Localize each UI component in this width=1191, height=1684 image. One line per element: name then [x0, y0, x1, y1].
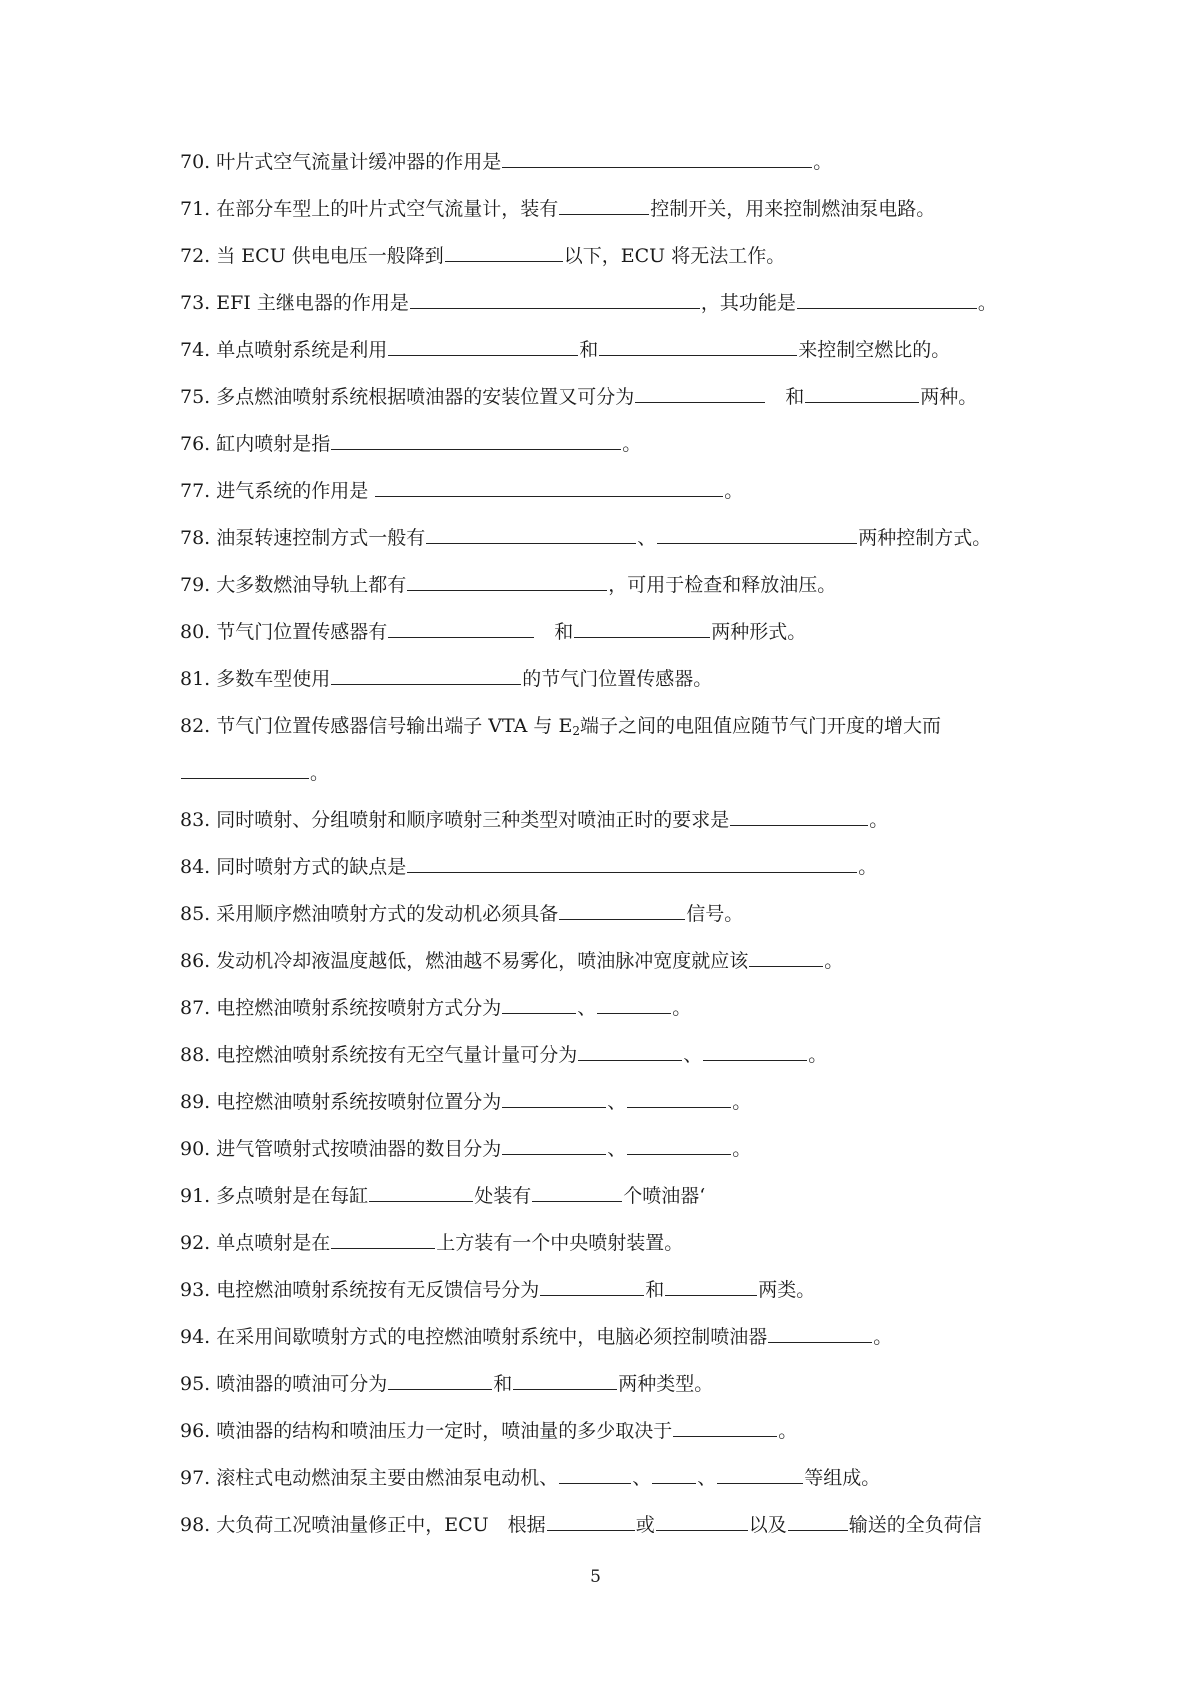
answer-blank — [559, 196, 649, 215]
question-text: 。 — [808, 1044, 828, 1066]
question-line — [180, 618, 1021, 646]
question-text: 93. 电控燃油喷射系统按有无反馈信号分为 — [180, 1279, 540, 1301]
answer-blank — [627, 1089, 731, 1108]
question-text: 90. 进气管喷射式按喷油器的数目分为 — [180, 1138, 502, 1160]
answer-blank — [445, 243, 563, 262]
question-line — [180, 1088, 1021, 1116]
answer-blank — [768, 1324, 872, 1343]
question-text: 以下，ECU 将无法工作。 — [563, 245, 786, 267]
question-text: 两种控制方式。 — [858, 527, 992, 549]
answer-blank — [703, 1042, 807, 1061]
answer-blank — [410, 290, 700, 309]
question-text: 77. 进气系统的作用是 — [180, 480, 375, 502]
question-text: 92. 单点喷射是在 — [180, 1232, 331, 1254]
question-text: 。 — [977, 292, 997, 314]
question-text: 。 — [824, 950, 844, 972]
question-text: 。 — [813, 151, 833, 173]
question-text: 、 — [683, 1044, 703, 1066]
answer-blank — [407, 854, 857, 873]
question-text: 98. 大负荷工况喷油量修正中，ECU 根据 — [180, 1514, 546, 1536]
question-line — [180, 759, 1021, 787]
question-text: 84. 同时喷射方式的缺点是 — [180, 856, 407, 878]
answer-blank — [375, 478, 723, 497]
question-text: 和 — [579, 339, 599, 361]
question-text: 个喷油器‘ — [623, 1185, 706, 1207]
question-text: 91. 多点喷射是在每缸 — [180, 1185, 369, 1207]
answer-blank — [181, 760, 309, 779]
question-line — [180, 900, 1021, 928]
answer-blank — [717, 1465, 803, 1484]
question-text: 82. 节气门位置传感器信号输出端子 VTA 与 E — [180, 715, 573, 737]
question-line — [180, 1041, 1021, 1069]
answer-blank — [665, 1277, 757, 1296]
question-text: 以及 — [748, 1514, 787, 1536]
question-text: 79. 大多数燃油导轨上都有 — [180, 574, 407, 596]
question-line — [180, 289, 1021, 317]
question-text: 两种类型。 — [618, 1373, 714, 1395]
question-text: 。 — [873, 1326, 893, 1348]
question-text: 上方装有一个中央喷射装置。 — [436, 1232, 684, 1254]
question-text: 。 — [869, 809, 889, 831]
answer-blank — [599, 337, 797, 356]
answer-blank — [652, 1465, 696, 1484]
question-text: 97. 滚柱式电动燃油泵主要由燃油泵电动机、 — [180, 1467, 559, 1489]
answer-blank — [502, 995, 576, 1014]
question-line — [180, 712, 1021, 745]
question-text: 83. 同时喷射、分组喷射和顺序喷射三种类型对喷油正时的要求是 — [180, 809, 730, 831]
question-line — [180, 383, 1021, 411]
question-line — [180, 853, 1021, 881]
question-text: 。 — [672, 997, 692, 1019]
answer-blank — [426, 525, 636, 544]
question-text: 85. 采用顺序燃油喷射方式的发动机必须具备 — [180, 903, 559, 925]
question-line — [180, 477, 1021, 505]
question-line — [180, 336, 1021, 364]
question-text: 两类。 — [758, 1279, 816, 1301]
answer-blank — [388, 619, 534, 638]
answer-blank — [627, 1136, 731, 1155]
question-line — [180, 1276, 1021, 1304]
answer-blank — [532, 1183, 622, 1202]
question-line — [180, 148, 1021, 176]
question-text: 。 — [858, 856, 878, 878]
question-line — [180, 242, 1021, 270]
question-text: 。 — [724, 480, 744, 502]
question-text: 和 — [535, 621, 574, 643]
answer-blank — [502, 149, 812, 168]
question-line — [180, 195, 1021, 223]
question-text: 和 — [645, 1279, 665, 1301]
question-text: 端子之间的电阻值应随节气门开度的增大而 — [579, 715, 941, 737]
question-text: 81. 多数车型使用 — [180, 668, 331, 690]
question-text: 、 — [607, 1091, 627, 1113]
question-text: 。 — [732, 1138, 752, 1160]
question-text: 控制开关，用来控制燃油泵电路。 — [650, 198, 936, 220]
question-text: 和 — [493, 1373, 513, 1395]
question-text: 的节气门位置传感器。 — [522, 668, 713, 690]
question-text: 、 — [607, 1138, 627, 1160]
question-text: 87. 电控燃油喷射系统按喷射方式分为 — [180, 997, 502, 1019]
answer-blank — [369, 1183, 473, 1202]
question-line — [180, 806, 1021, 834]
question-text: 78. 油泵转速控制方式一般有 — [180, 527, 426, 549]
question-text: 80. 节气门位置传感器有 — [180, 621, 388, 643]
answer-blank — [657, 525, 857, 544]
question-text: 等组成。 — [804, 1467, 881, 1489]
answer-blank — [805, 384, 919, 403]
answer-blank — [502, 1136, 606, 1155]
answer-blank — [656, 1512, 748, 1531]
question-line — [180, 1464, 1021, 1492]
question-text: 72. 当 ECU 供电电压一般降到 — [180, 245, 444, 267]
question-text: 74. 单点喷射系统是利用 — [180, 339, 388, 361]
question-text: 来控制空燃比的。 — [798, 339, 951, 361]
question-line — [180, 1182, 1021, 1210]
question-line — [180, 524, 1021, 552]
question-line — [180, 994, 1021, 1022]
question-text: 86. 发动机冷却液温度越低，燃油越不易雾化，喷油脉冲宽度就应该 — [180, 950, 749, 972]
question-text: 。 — [622, 433, 642, 455]
question-line — [180, 947, 1021, 975]
answer-blank — [331, 1230, 435, 1249]
question-text: 。 — [732, 1091, 752, 1113]
answer-blank — [578, 1042, 682, 1061]
page-number: 5 — [590, 1567, 601, 1587]
question-text: 输送的全负荷信 — [848, 1514, 982, 1536]
question-text: 95. 喷油器的喷油可分为 — [180, 1373, 388, 1395]
answer-blank — [788, 1512, 848, 1531]
subscript-text: 2 — [572, 724, 580, 738]
question-text: 处装有 — [474, 1185, 532, 1207]
question-text: 。 — [778, 1420, 798, 1442]
question-line — [180, 430, 1021, 458]
question-text: 两种。 — [920, 386, 978, 408]
answer-blank — [513, 1371, 617, 1390]
question-text: 信号。 — [686, 903, 744, 925]
question-text: 75. 多点燃油喷射系统根据喷油器的安装位置又可分为 — [180, 386, 635, 408]
answer-blank — [730, 807, 868, 826]
question-text: 71. 在部分车型上的叶片式空气流量计，装有 — [180, 198, 559, 220]
question-text: 76. 缸内喷射是指 — [180, 433, 331, 455]
answer-blank — [502, 1089, 606, 1108]
answer-blank — [388, 337, 578, 356]
question-text: 或 — [635, 1514, 655, 1536]
answer-blank — [407, 572, 607, 591]
question-text: 73. EFI 主继电器的作用是 — [180, 292, 409, 314]
question-text: ，可用于检查和释放油压。 — [608, 574, 837, 596]
question-line — [180, 665, 1021, 693]
answer-blank — [749, 948, 823, 967]
question-text: 、 — [637, 527, 657, 549]
question-text: 。 — [310, 762, 330, 784]
answer-blank — [635, 384, 765, 403]
answer-blank — [331, 431, 621, 450]
question-text: 和 — [766, 386, 805, 408]
answer-blank — [574, 619, 710, 638]
question-text: 94. 在采用间歇喷射方式的电控燃油喷射系统中，电脑必须控制喷油器 — [180, 1326, 768, 1348]
question-line — [180, 1370, 1021, 1398]
answer-blank — [797, 290, 977, 309]
question-text: 两种形式。 — [711, 621, 807, 643]
question-line — [180, 1417, 1021, 1445]
question-line — [180, 1229, 1021, 1257]
question-text: 89. 电控燃油喷射系统按喷射位置分为 — [180, 1091, 502, 1113]
answer-blank — [673, 1418, 777, 1437]
question-text: 70. 叶片式空气流量计缓冲器的作用是 — [180, 151, 502, 173]
answer-blank — [547, 1512, 635, 1531]
question-line — [180, 1511, 1021, 1539]
answer-blank — [331, 666, 521, 685]
question-text: 88. 电控燃油喷射系统按有无空气量计量可分为 — [180, 1044, 578, 1066]
question-text: 、 — [632, 1467, 652, 1489]
question-text: 、 — [697, 1467, 717, 1489]
question-line — [180, 1135, 1021, 1163]
answer-blank — [388, 1371, 492, 1390]
answer-blank — [559, 1465, 631, 1484]
question-text: 、 — [577, 997, 597, 1019]
answer-blank — [540, 1277, 644, 1296]
question-text: ，其功能是 — [700, 292, 796, 314]
answer-blank — [559, 901, 685, 920]
question-text: 96. 喷油器的结构和喷油压力一定时，喷油量的多少取决于 — [180, 1420, 673, 1442]
answer-blank — [597, 995, 671, 1014]
question-line — [180, 1323, 1021, 1351]
question-line — [180, 571, 1021, 599]
